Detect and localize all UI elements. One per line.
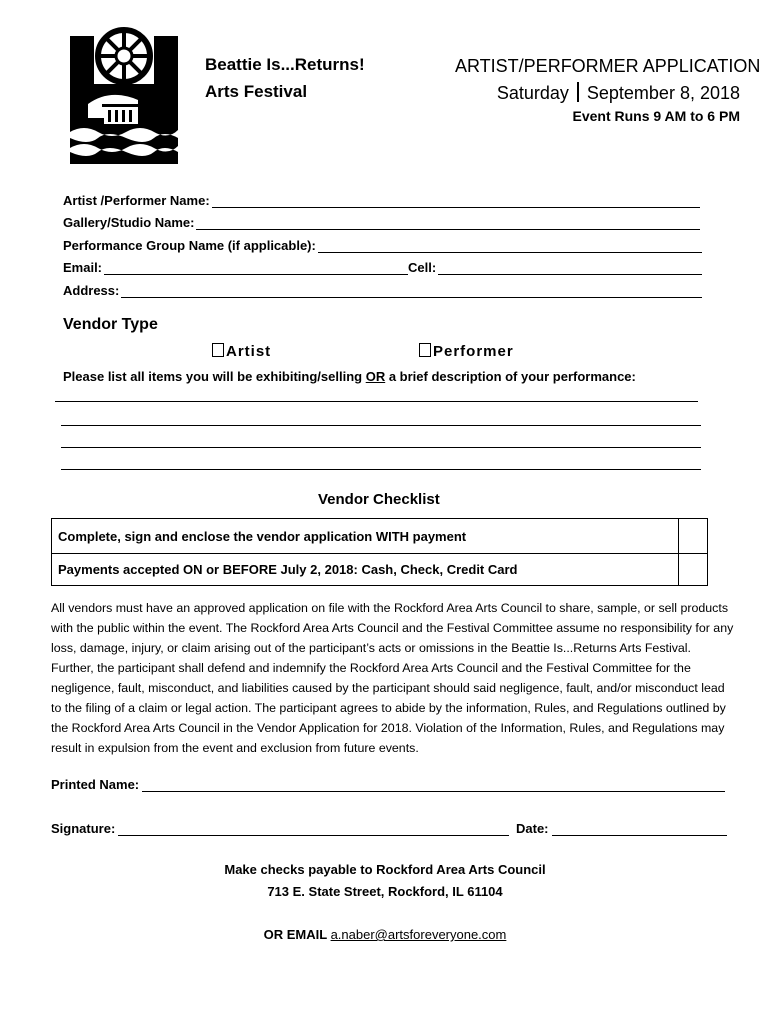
signature-label: Signature:	[51, 821, 116, 836]
email-line-footer	[0, 927, 770, 942]
group-line[interactable]	[318, 238, 702, 253]
checklist-item-text: Complete, sign and enclose the vendor application WITH payment	[52, 519, 679, 553]
instructions-text-1: Please list all items you will be exhibiting/selling	[63, 369, 366, 384]
application-title: ARTIST/PERFORMER APPLICATION	[455, 56, 761, 76]
contact-email-link[interactable]: a.naber@artsforeveryone.com	[330, 927, 507, 942]
email-label: Email:	[63, 260, 103, 275]
description-line-2[interactable]	[61, 425, 701, 426]
event-date	[440, 82, 740, 104]
description-line-1[interactable]	[55, 401, 698, 402]
artist-checkbox[interactable]	[212, 343, 224, 357]
artist-name-line[interactable]	[212, 193, 700, 208]
event-name-line1: Beattie Is...Returns!	[205, 55, 365, 74]
group-field[interactable]	[63, 235, 702, 253]
vendor-type-heading: Vendor Type	[63, 316, 158, 333]
artist-name-field[interactable]	[63, 190, 700, 208]
performer-checkbox[interactable]	[419, 343, 431, 357]
date-line[interactable]	[552, 821, 727, 836]
address-line[interactable]	[121, 283, 702, 298]
email-line[interactable]	[104, 260, 408, 275]
description-line-4[interactable]	[61, 469, 701, 470]
checklist-checkbox[interactable]	[679, 519, 707, 553]
signature-field[interactable]	[51, 818, 509, 836]
event-date-text: September 8, 2018	[586, 83, 740, 103]
email-field[interactable]	[63, 257, 408, 275]
checklist-item-text: Payments accepted ON or BEFORE July 2, 2018: Cash, Check, Credit Card	[52, 553, 679, 586]
terms-paragraph: All vendors must have an approved application on file with the Rockford Area Arts Council to share, sample, or sell products with the public within the event. The Rockford Area Arts Council and the Festival Committee assume no responsibility for any loss, damage, injury, or claim arising out of the participant’s acts or omissions in the Beattie Is...Returns Arts Festival. Further, the participant shall defend and indemnify the Rockford Area Arts Council and the Festival Committee for the negligence, fault, misconduct, and liabilities caused by the participant should said negligence, fault, and/or misconduct lead to the filing of a claim or legal action. The participant agrees to abide by the information, Rules, and Regulations outlined by the Rockford Area Arts Council in the Vendor Application for 2018. Violation of the Information, Rules, and Regulations may result in expulsion from the event and exclusion from future events.	[51, 601, 734, 755]
instructions-text-2: a brief description of your performance:	[385, 369, 636, 384]
address-label: Address:	[63, 283, 120, 298]
payable-to: Make checks payable to Rockford Area Arts Council	[224, 862, 546, 877]
performer-option[interactable]	[419, 343, 514, 360]
address-field[interactable]	[63, 280, 702, 298]
cell-field[interactable]	[408, 257, 702, 275]
date-field[interactable]	[516, 818, 727, 836]
event-name-line2: Arts Festival	[205, 82, 308, 101]
artist-name-label: Artist /Performer Name:	[63, 193, 210, 208]
gallery-label: Gallery/Studio Name:	[63, 215, 195, 230]
date-label: Date:	[516, 821, 549, 836]
group-label: Performance Group Name (if applicable):	[63, 238, 316, 253]
gallery-field[interactable]	[63, 212, 700, 230]
performer-option-label: Performer	[433, 343, 514, 360]
event-day: Saturday	[496, 83, 569, 103]
cell-label: Cell:	[408, 260, 437, 275]
signature-line[interactable]	[118, 821, 509, 836]
or-email-label: OR EMAIL	[263, 927, 327, 942]
printed-name-field[interactable]	[51, 774, 725, 792]
arts-council-logo	[66, 22, 182, 168]
vendor-checklist-table	[51, 518, 708, 586]
checklist-checkbox[interactable]	[679, 553, 707, 586]
event-hours: Event Runs 9 AM to 6 PM	[572, 108, 740, 124]
artist-option[interactable]	[212, 343, 271, 360]
printed-name-label: Printed Name:	[51, 777, 140, 792]
artist-option-label: Artist	[226, 343, 272, 360]
cell-line[interactable]	[438, 260, 702, 275]
date-separator	[577, 82, 579, 102]
checklist-row	[52, 519, 707, 554]
gallery-line[interactable]	[196, 215, 700, 230]
checklist-row	[52, 553, 707, 586]
printed-name-line[interactable]	[142, 777, 725, 792]
mailing-address: 713 E. State Street, Rockford, IL 61104	[267, 884, 503, 899]
description-line-3[interactable]	[61, 447, 701, 448]
instructions-or: OR	[365, 369, 386, 384]
vendor-checklist-title: Vendor Checklist	[318, 491, 440, 508]
items-instructions	[63, 369, 636, 384]
